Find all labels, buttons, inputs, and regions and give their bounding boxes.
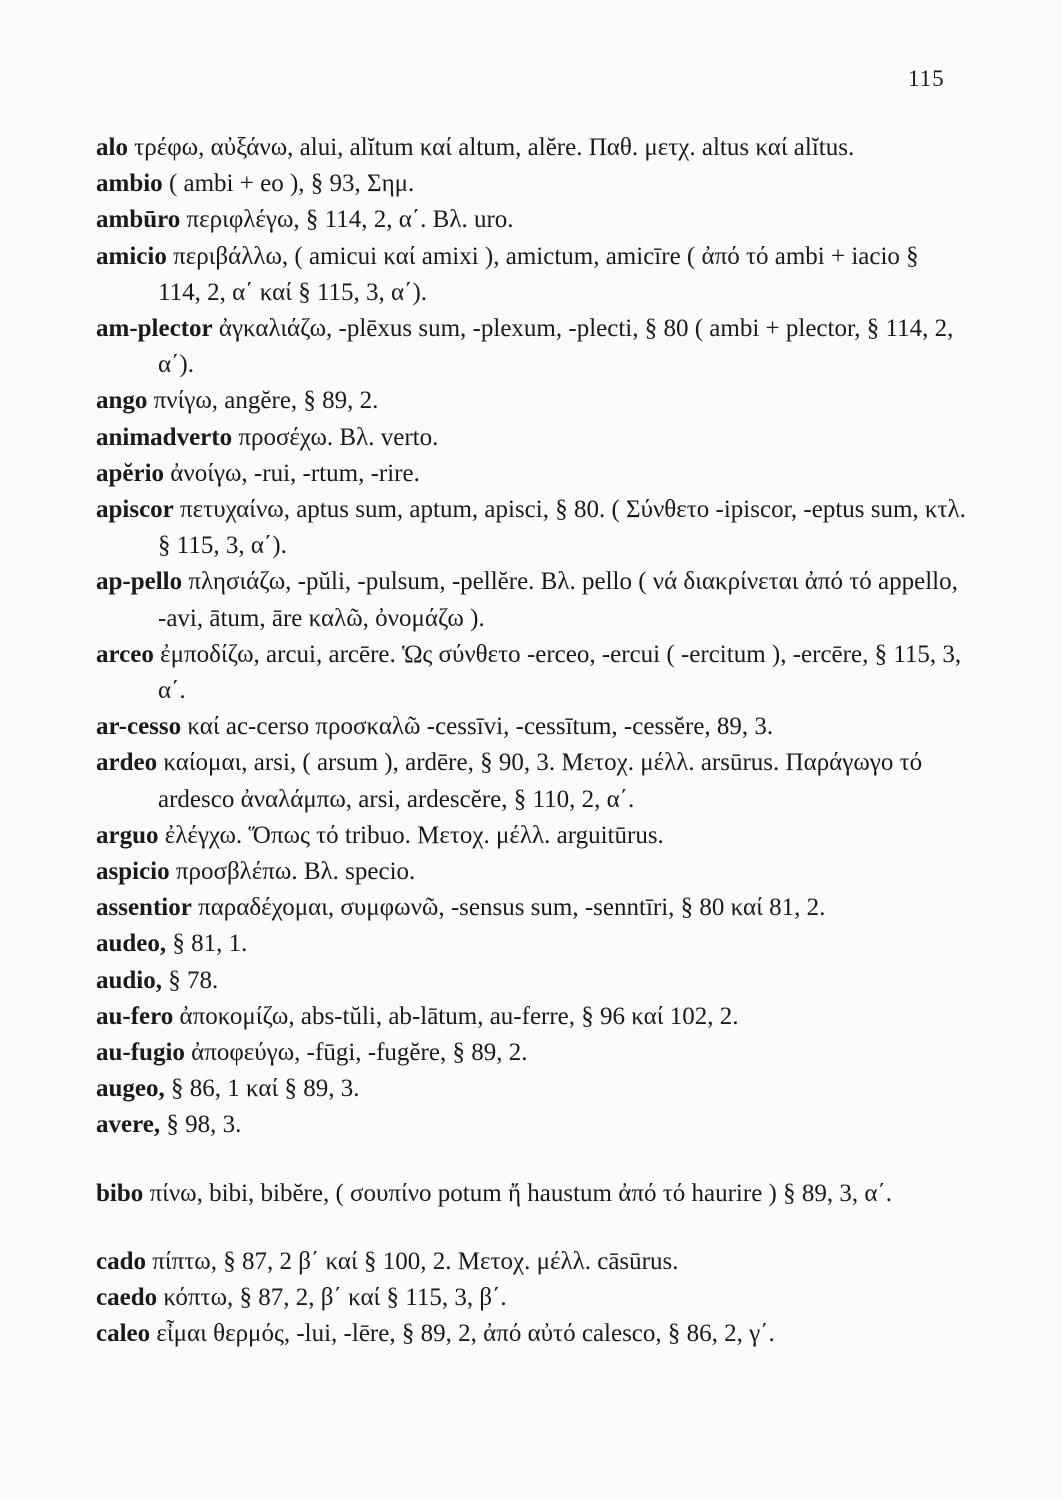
entry-headword: apĕrio (96, 459, 165, 487)
entry-headword: caedo (96, 1284, 158, 1312)
letter-section-gap (96, 1212, 966, 1244)
dictionary-entry (96, 1280, 966, 1316)
dictionary-entries (96, 130, 966, 1353)
dictionary-entry (96, 130, 966, 166)
entry-definition: ἀποκομίζω, abs-tŭli, ab-lātum, au-ferre, § 96 καί 102, 2. (179, 1002, 739, 1030)
entry-definition: τρέφω, αὐξάνω, alui, alĭtum καί altum, alĕre. Παθ. μετχ. altus καί alĭtus. (134, 134, 855, 161)
entry-headword: ango (96, 387, 148, 415)
dictionary-entry (96, 745, 966, 817)
dictionary-entry (96, 166, 966, 202)
entry-headword: augeo, (96, 1075, 165, 1103)
entry-headword: arceo (96, 640, 154, 668)
entry-definition: § 98, 3. (166, 1111, 242, 1139)
entry-definition: § 78. (168, 966, 219, 994)
dictionary-entry (96, 637, 966, 709)
entry-definition: προσέχω. Βλ. verto. (238, 423, 439, 451)
entry-definition: πίνω, bibi, bibĕre, ( σουπίνο potum ἤ haustum ἀπό τό haurire ) § 89, 3, α΄. (149, 1179, 893, 1207)
dictionary-entry (96, 963, 966, 999)
entry-headword: ar-cesso (96, 713, 182, 741)
entry-headword: alo (96, 134, 128, 161)
entry-definition: κόπτω, § 87, 2, β΄ καί § 115, 3, β΄. (163, 1284, 507, 1312)
dictionary-entry (96, 926, 966, 962)
dictionary-entry (96, 1107, 966, 1143)
entry-headword: audeo, (96, 930, 167, 958)
dictionary-entry (96, 818, 966, 854)
entry-definition: ( ambi + eo ), § 93, Σημ. (168, 170, 415, 198)
page-number: 115 (908, 66, 945, 91)
entry-definition: ἐλέγχω. Ὅπως τό tribuo. Μετοχ. μέλλ. arguitūrus. (164, 821, 664, 849)
dictionary-entry (96, 311, 966, 383)
letter-section-gap (96, 1144, 966, 1176)
entry-definition: πνίγω, angĕre, § 89, 2. (153, 387, 379, 415)
entry-headword: au-fero (96, 1002, 174, 1030)
entry-definition: καί ac-cerso προσκαλῶ -cessīvi, -cessītum, -cessĕre, 89, 3. (187, 713, 774, 741)
entry-headword: ambio (96, 170, 163, 198)
dictionary-entry (96, 383, 966, 419)
entry-definition: περιβάλλω, ( amicui καί amixi ), amictum, amicīre ( ἀπό τό ambi + iacio § 114, 2, α΄ καί § 115, 3, α΄). (158, 242, 919, 306)
entry-headword: ap-pello (96, 568, 183, 596)
entry-headword: arguo (96, 821, 159, 849)
dictionary-entry (96, 999, 966, 1035)
dictionary-entry (96, 854, 966, 890)
entry-headword: avere, (96, 1111, 161, 1139)
entry-definition: πετυχαίνω, aptus sum, aptum, apisci, § 80. ( Σύνθετο -ipiscor, -eptus sum, κτλ. § 115, 3, α΄). (158, 496, 966, 560)
dictionary-entry (96, 1176, 966, 1212)
dictionary-entry (96, 239, 966, 311)
entry-headword: ardeo (96, 749, 158, 777)
dictionary-entry (96, 890, 966, 926)
entry-definition: περιφλέγω, § 114, 2, α΄. Βλ. uro. (186, 206, 514, 234)
entry-definition: προσβλέπω. Βλ. specio. (175, 858, 416, 886)
entry-headword: audio, (96, 966, 163, 994)
entry-definition: εἶμαι θερμός, -lui, -lēre, § 89, 2, ἀπό αὐτό calesco, § 86, 2, γ΄. (156, 1320, 775, 1348)
entry-headword: apiscor (96, 496, 174, 524)
dictionary-entry (96, 1035, 966, 1071)
entry-definition: ἀποφεύγω, -fūgi, -fugĕre, § 89, 2. (191, 1039, 528, 1067)
entry-headword: ambūro (96, 206, 181, 234)
entry-definition: ἐμποδίζω, arcui, arcēre. Ὡς σύνθετο -erceo, -ercui ( -ercitum ), -ercēre, § 115, 3, α΄. (158, 640, 962, 705)
entry-headword: cado (96, 1247, 146, 1275)
dictionary-entry (96, 202, 966, 238)
entry-definition: ἀνοίγω, -rui, -rtum, -rire. (170, 459, 420, 487)
dictionary-entry (96, 1244, 966, 1280)
entry-definition: § 81, 1. (172, 930, 248, 958)
dictionary-entry (96, 492, 966, 564)
entry-headword: bibo (96, 1179, 144, 1207)
dictionary-entry (96, 1316, 966, 1352)
dictionary-entry (96, 420, 966, 456)
entry-headword: amicio (96, 242, 167, 270)
dictionary-entry (96, 1071, 966, 1107)
entry-headword: au-fugio (96, 1039, 185, 1067)
dictionary-entry (96, 564, 966, 636)
entry-definition: παραδέχομαι, συμφωνῶ, -sensus sum, -senntīri, § 80 καί 81, 2. (198, 894, 826, 922)
entry-headword: assentior (96, 894, 192, 922)
dictionary-entry (96, 709, 966, 745)
entry-headword: aspicio (96, 858, 170, 886)
entry-definition: πλησιάζω, -pŭli, -pulsum, -pellĕre. Βλ. pello ( νά διακρίνεται ἀπό τό appello, -avi, ātum, āre καλῶ, ὀνομάζω ). (158, 568, 958, 632)
entry-definition: καίομαι, arsi, ( arsum ), ardēre, § 90, 3. Μετοχ. μέλλ. arsūrus. Παράγωγο τό ardesco ἀναλάμπω, arsi, ardescĕre, § 110, 2, α΄. (158, 749, 923, 813)
entry-definition: πίπτω, § 87, 2 β΄ καί § 100, 2. Μετοχ. μέλλ. cāsūrus. (152, 1247, 679, 1275)
entry-headword: am-plector (96, 315, 213, 343)
entry-headword: caleo (96, 1320, 151, 1348)
dictionary-entry (96, 456, 966, 492)
entry-definition: ἀγκαλιάζω, -plēxus sum, -plexum, -plecti, § 80 ( ambi + plector, § 114, 2, α΄). (158, 315, 954, 379)
entry-definition: § 86, 1 καί § 89, 3. (171, 1075, 360, 1103)
entry-headword: animadverto (96, 423, 233, 451)
